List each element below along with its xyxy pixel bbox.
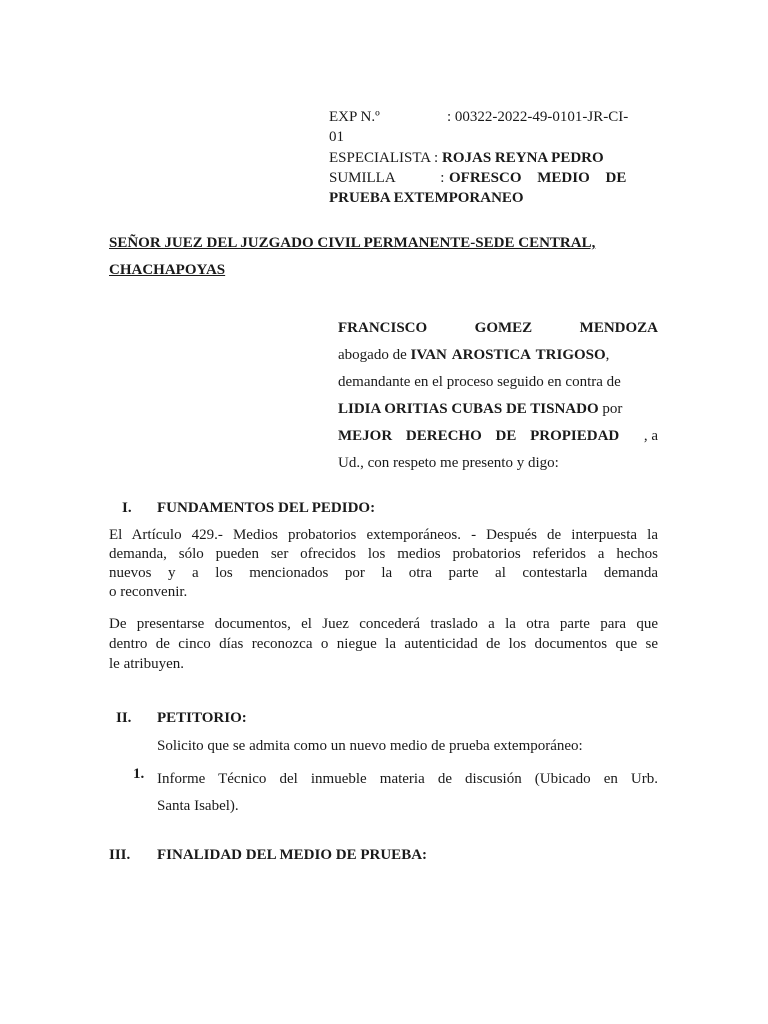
section-1-paragraph-2: [109, 614, 658, 674]
intro-line-6: Ud., con respeto me presento y digo:: [338, 455, 559, 471]
addressee-line-1: SEÑOR JUEZ DEL JUZGADO CIVIL PERMANENTE-SEDE CENTRAL,: [109, 235, 596, 251]
exp-value: : 00322-2022-49-0101-JR-CI-: [447, 109, 629, 125]
p1-line-1: El Artículo 429.- Medios probatorios extemporáneos. - Después de interpuesta la: [109, 527, 658, 543]
intro-line-2: [338, 342, 658, 369]
intro-text-1: abogado de: [338, 347, 407, 363]
intro-text-3: por: [602, 401, 623, 417]
lawyer-name: FRANCISCO GOMEZ MENDOZA: [338, 320, 658, 336]
p2-line-2: dentro de cinco días reconozca o niegue la autenticidad de los documentos que se: [109, 636, 658, 652]
intro-block: [338, 315, 658, 477]
section-3-number: III.: [109, 847, 131, 863]
intro-line-3: demandante en el proceso seguido en contra de: [338, 374, 621, 390]
sumilla-line: [329, 170, 657, 187]
section-2-title: PETITORIO:: [157, 710, 247, 726]
matter-name: MEJOR DERECHO DE PROPIEDAD: [338, 428, 620, 444]
item-line-1: Informe Técnico del inmueble materia de discusión (Ubicado en Urb.: [157, 771, 658, 787]
item-line-2: Santa Isabel).: [157, 798, 239, 814]
p1-line-3: nuevos y a los mencionados por la otra parte al contestarla demanda: [109, 565, 658, 581]
exp-line: [329, 109, 628, 126]
petitorio-item-number: 1.: [133, 766, 145, 782]
intro-comma: ,: [605, 347, 610, 363]
petitorio-intro: Solicito que se admita como un nuevo medio de prueba extemporáneo:: [157, 738, 583, 754]
intro-line-1: [338, 315, 658, 342]
client-name: IVAN AROSTICA TRIGOSO: [410, 347, 606, 363]
sumilla-value: [449, 170, 657, 187]
sumilla-value-line-1: OFRESCO MEDIO DE: [449, 170, 627, 186]
sumilla-label: SUMILLA: [329, 170, 396, 186]
section-3-title: FINALIDAD DEL MEDIO DE PRUEBA:: [157, 847, 428, 863]
intro-text-4: , a: [643, 428, 658, 444]
p2-line-1: De presentarse documentos, el Juez concederá traslado a la otra parte para que: [109, 616, 658, 632]
exp-value-continued: 01: [329, 129, 344, 145]
section-1-paragraph-1: [109, 526, 658, 602]
section-1-number: I.: [122, 500, 132, 516]
sumilla-colon: :: [440, 170, 445, 186]
p1-line-2: demanda, sólo pueden ser ofrecidos los medios probatorios referidos a hechos: [109, 546, 658, 562]
p2-line-3: le atribuyen.: [109, 656, 184, 672]
sumilla-value-continued: [329, 190, 524, 207]
sumilla-value-line-2: PRUEBA EXTEMPORANEO: [329, 190, 524, 206]
intro-line-5: [338, 423, 658, 450]
petitorio-item: [157, 766, 658, 820]
section-1-title: FUNDAMENTOS DEL PEDIDO:: [157, 500, 376, 516]
especialista-value: ROJAS REYNA PEDRO: [441, 150, 604, 166]
exp-label: EXP N.º: [329, 109, 380, 125]
section-2-number: II.: [116, 710, 132, 726]
especialista-label: ESPECIALISTA :: [329, 150, 439, 166]
p1-line-4: o reconvenir.: [109, 584, 188, 600]
opponent-name: LIDIA ORITIAS CUBAS DE TISNADO: [338, 401, 599, 417]
addressee-line-2: CHACHAPOYAS: [109, 262, 226, 278]
especialista-line: [329, 150, 604, 167]
intro-line-4: [338, 396, 658, 423]
